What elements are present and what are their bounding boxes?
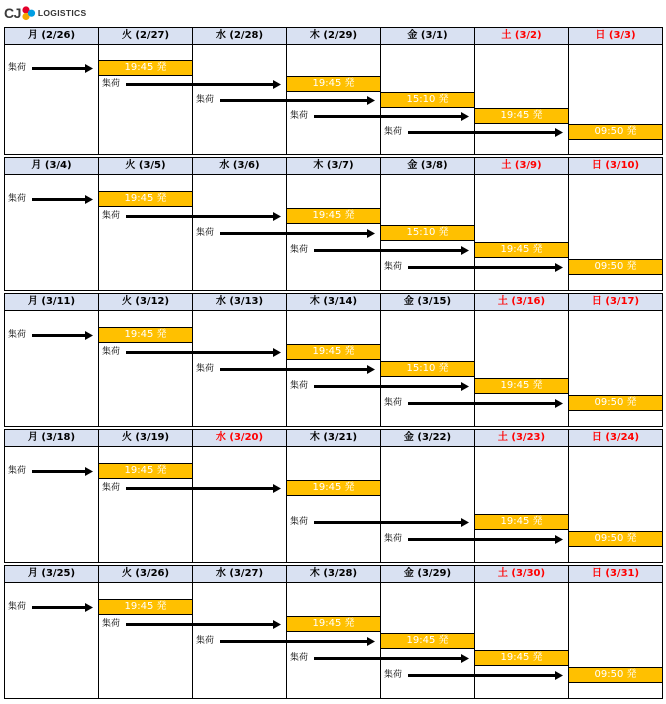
day-header: 水 (2/28) (192, 27, 287, 45)
day-cell (474, 446, 569, 563)
departure-bar: 09:50 発 (568, 667, 663, 683)
arrow-right-icon (314, 382, 469, 391)
day-cell (4, 310, 99, 427)
pickup-label: 集荷 (8, 330, 27, 340)
day-header: 土 (3/2) (474, 27, 569, 45)
departure-bar: 19:45 発 (98, 191, 193, 207)
departure-bar: 09:50 発 (568, 259, 663, 275)
arrow-right-icon (32, 467, 93, 476)
departure-bar: 19:45 発 (98, 599, 193, 615)
day-header: 水 (3/13) (192, 293, 287, 311)
day-cell (4, 446, 99, 563)
week-block (4, 429, 663, 563)
departure-bar: 19:45 発 (286, 480, 381, 496)
day-cell (474, 582, 569, 699)
arrow-right-icon (32, 331, 93, 340)
arrow-right-icon (408, 128, 563, 137)
day-header: 金 (3/8) (380, 157, 475, 175)
departure-bar: 19:45 発 (474, 242, 569, 258)
departure-bar: 19:45 発 (286, 344, 381, 360)
day-header: 木 (2/29) (286, 27, 381, 45)
arrow-right-icon (408, 535, 563, 544)
departure-bar: 19:45 発 (286, 76, 381, 92)
pickup-label: 集荷 (8, 602, 27, 612)
cj-flower-icon (21, 4, 36, 22)
pickup-label: 集荷 (384, 534, 403, 544)
day-header: 月 (3/11) (4, 293, 99, 311)
day-header: 日 (3/31) (568, 565, 663, 583)
arrow-right-icon (126, 212, 281, 221)
day-header: 木 (3/7) (286, 157, 381, 175)
day-header: 月 (3/4) (4, 157, 99, 175)
arrow-right-icon (314, 246, 469, 255)
departure-bar: 15:10 発 (380, 92, 475, 108)
day-header: 水 (3/20) (192, 429, 287, 447)
day-cell (4, 44, 99, 155)
day-header: 月 (2/26) (4, 27, 99, 45)
pickup-label: 集荷 (196, 364, 215, 374)
day-cell (380, 446, 475, 563)
pickup-label: 集荷 (290, 245, 309, 255)
departure-bar: 09:50 発 (568, 531, 663, 547)
arrow-right-icon (314, 518, 469, 527)
day-header: 火 (3/5) (98, 157, 193, 175)
departure-bar: 19:45 発 (474, 650, 569, 666)
day-header: 金 (3/1) (380, 27, 475, 45)
arrow-right-icon (220, 365, 375, 374)
pickup-label: 集荷 (384, 670, 403, 680)
departure-bar: 19:45 発 (286, 616, 381, 632)
departure-bar: 19:45 発 (474, 514, 569, 530)
day-header: 水 (3/27) (192, 565, 287, 583)
pickup-label: 集荷 (8, 63, 27, 73)
departure-bar: 09:50 発 (568, 124, 663, 140)
day-cell (286, 446, 381, 563)
day-header: 火 (3/12) (98, 293, 193, 311)
pickup-label: 集荷 (102, 79, 121, 89)
day-header: 日 (3/10) (568, 157, 663, 175)
arrow-right-icon (314, 112, 469, 121)
day-cell (4, 174, 99, 291)
pickup-label: 集荷 (102, 483, 121, 493)
day-header: 木 (3/28) (286, 565, 381, 583)
arrow-right-icon (126, 348, 281, 357)
day-header: 日 (3/17) (568, 293, 663, 311)
pickup-label: 集荷 (196, 228, 215, 238)
pickup-label: 集荷 (384, 398, 403, 408)
week-block (4, 27, 663, 155)
departure-bar: 19:45 発 (98, 327, 193, 343)
day-cell (474, 44, 569, 155)
departure-bar: 19:45 発 (380, 633, 475, 649)
day-cell (192, 446, 287, 563)
pickup-label: 集荷 (102, 211, 121, 221)
arrow-right-icon (220, 637, 375, 646)
day-header: 月 (3/18) (4, 429, 99, 447)
pickup-label: 集荷 (8, 194, 27, 204)
day-header: 火 (3/26) (98, 565, 193, 583)
arrow-right-icon (32, 195, 93, 204)
departure-bar: 15:10 発 (380, 361, 475, 377)
pickup-label: 集荷 (290, 381, 309, 391)
day-header: 土 (3/16) (474, 293, 569, 311)
pickup-label: 集荷 (384, 127, 403, 137)
departure-bar: 09:50 発 (568, 395, 663, 411)
day-header: 水 (3/6) (192, 157, 287, 175)
week-block (4, 293, 663, 427)
day-header: 木 (3/21) (286, 429, 381, 447)
day-header: 火 (2/27) (98, 27, 193, 45)
day-cell (474, 310, 569, 427)
day-header: 日 (3/24) (568, 429, 663, 447)
arrow-right-icon (408, 399, 563, 408)
week-block (4, 565, 663, 699)
arrow-right-icon (408, 263, 563, 272)
pickup-label: 集荷 (102, 619, 121, 629)
cj-logistics-logo (4, 4, 86, 22)
day-header: 日 (3/3) (568, 27, 663, 45)
week-block (4, 157, 663, 291)
day-header: 金 (3/29) (380, 565, 475, 583)
logo-cj-text: CJ (4, 5, 21, 21)
arrow-right-icon (126, 484, 281, 493)
day-header: 月 (3/25) (4, 565, 99, 583)
day-header: 火 (3/19) (98, 429, 193, 447)
pickup-label: 集荷 (290, 111, 309, 121)
arrow-right-icon (126, 80, 281, 89)
departure-bar: 19:45 発 (98, 463, 193, 479)
day-header: 土 (3/9) (474, 157, 569, 175)
pickup-label: 集荷 (290, 653, 309, 663)
arrow-right-icon (408, 671, 563, 680)
pickup-label: 集荷 (196, 95, 215, 105)
pickup-label: 集荷 (290, 517, 309, 527)
day-header: 土 (3/30) (474, 565, 569, 583)
day-header: 土 (3/23) (474, 429, 569, 447)
pickup-label: 集荷 (102, 347, 121, 357)
arrow-right-icon (32, 64, 93, 73)
pickup-label: 集荷 (384, 262, 403, 272)
arrow-right-icon (32, 603, 93, 612)
day-cell (474, 174, 569, 291)
arrow-right-icon (314, 654, 469, 663)
departure-bar: 19:45 発 (98, 60, 193, 76)
departure-bar: 15:10 発 (380, 225, 475, 241)
logo-logistics-text: LOGISTICS (37, 8, 87, 18)
day-cell (4, 582, 99, 699)
departure-bar: 19:45 発 (474, 108, 569, 124)
day-header: 木 (3/14) (286, 293, 381, 311)
pickup-label: 集荷 (196, 636, 215, 646)
arrow-right-icon (220, 229, 375, 238)
arrow-right-icon (126, 620, 281, 629)
departure-bar: 19:45 発 (286, 208, 381, 224)
arrow-right-icon (220, 96, 375, 105)
departure-bar: 19:45 発 (474, 378, 569, 394)
pickup-label: 集荷 (8, 466, 27, 476)
day-header: 金 (3/15) (380, 293, 475, 311)
day-header: 金 (3/22) (380, 429, 475, 447)
